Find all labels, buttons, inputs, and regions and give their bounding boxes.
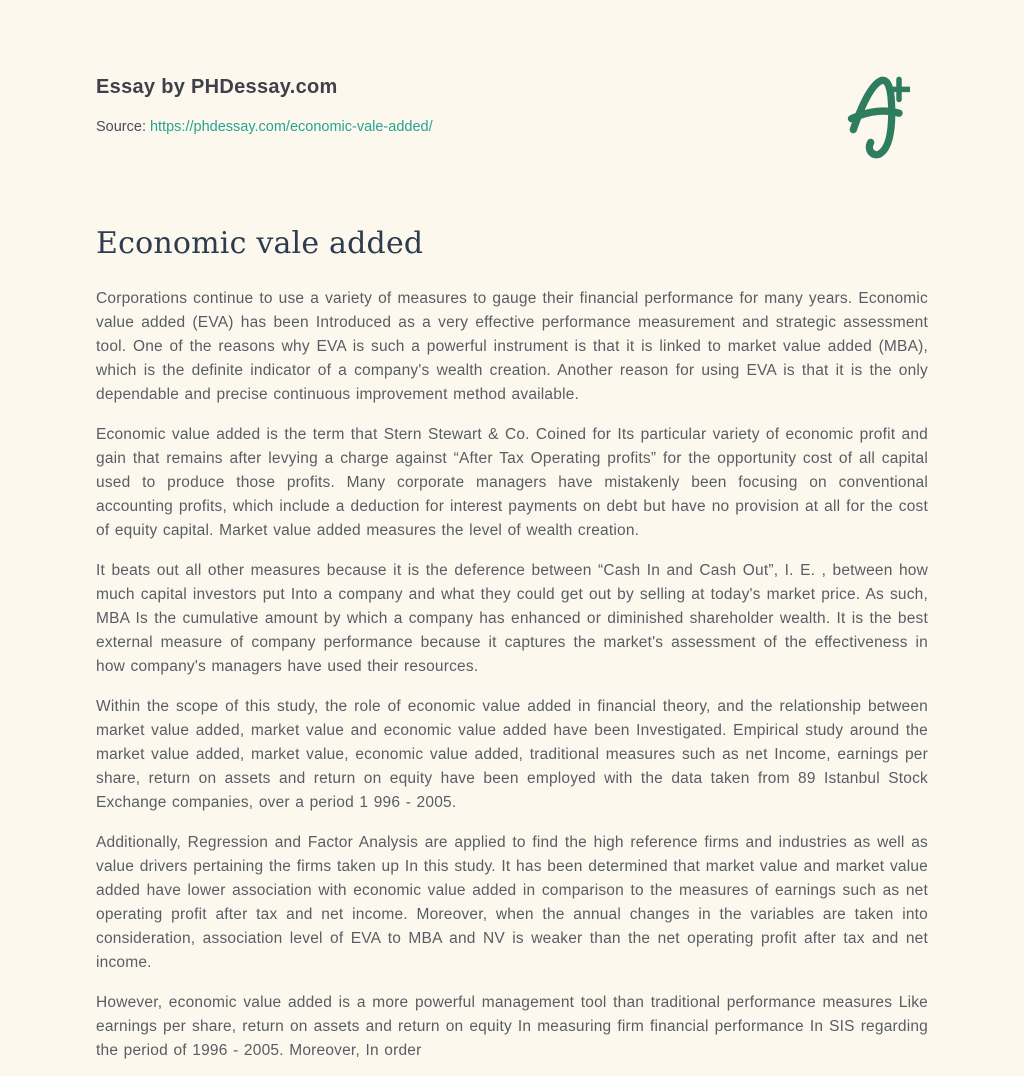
header-text-block — [96, 76, 433, 135]
essay-paragraph-5: Additionally, Regression and Factor Analysis are applied to find the high reference firms and industries as well as value drivers pertaining the firms taken up In this study. It has been determined that market value and market value added have lower association with economic value added in comparison to the measures of earnings such as net operating profit after tax and net income. Moreover, when the annual changes in the variables are taken into consideration, association level of EVA to MBA and NV is weaker than the net operating profit after tax and net income. — [96, 834, 928, 971]
essay-paragraph-3: It beats out all other measures because it is the deference between “Cash In and Cash Out”, I. E. , between how much capital investors put Into a company and what they could get out by selling at today's market price. As such, MBA Is the cumulative amount by which a company has enhanced or diminished shareholder wealth. It is the best external measure of company performance because it captures the market's assessment of the effectiveness in how company's managers have used their resources. — [96, 562, 928, 675]
essay-title: Economic vale added — [96, 226, 424, 261]
source-link[interactable]: https://phdessay.com/economic-vale-added/ — [149, 119, 433, 135]
essay-paragraph-2: Economic value added is the term that Stern Stewart & Co. Coined for Its particular variety of economic profit and gain that remains after levying a charge against “After Tax Operating profits” for the opportunity cost of all capital used to produce those profits. Many corporate managers have mistakenly been focusing on conventional accounting profits, which include a deduction for interest payments on debt but have no provision at all for the cost of equity capital. Market value added measures the level of wealth creation. — [96, 426, 928, 539]
essay-paragraph-1: Corporations continue to use a variety of measures to gauge their financial performance for many years. Economic value added (EVA) has been Introduced as a very effective performance measurement and strategic assessment tool. One of the reasons why EVA is such a powerful instrument is that it is linked to market value added (MBA), which is the definite indicator of a company's wealth creation. Another reason for using EVA is that it is the only dependable and precise continuous improvement method available. — [96, 290, 928, 403]
source-line — [96, 119, 433, 135]
source-label: Source: — [96, 119, 146, 135]
essay-paragraph-6: However, economic value added is a more powerful management tool than traditional performance measures Like earnings per share, return on assets and return on equity In measuring firm financial performance In SIS regarding the period of 1996 - 2005. Moreover, In order — [96, 994, 928, 1059]
essay-body — [96, 226, 928, 1063]
a-plus-logo-icon — [846, 147, 910, 164]
phdessay-logo — [846, 70, 910, 160]
essay-paragraph-4: Within the scope of this study, the role of economic value added in financial theory, and the relationship between market value added, market value and economic value added have been Investigated. Empirical study around the market value added, market value, economic value added, traditional measures such as net Income, earnings per share, return on assets and return on equity have been employed with the data taken from 89 Istanbul Stock Exchange companies, over a period 1 996 - 2005. — [96, 698, 928, 811]
page-header — [96, 76, 928, 160]
byline: Essay by PHDessay.com — [96, 76, 338, 98]
